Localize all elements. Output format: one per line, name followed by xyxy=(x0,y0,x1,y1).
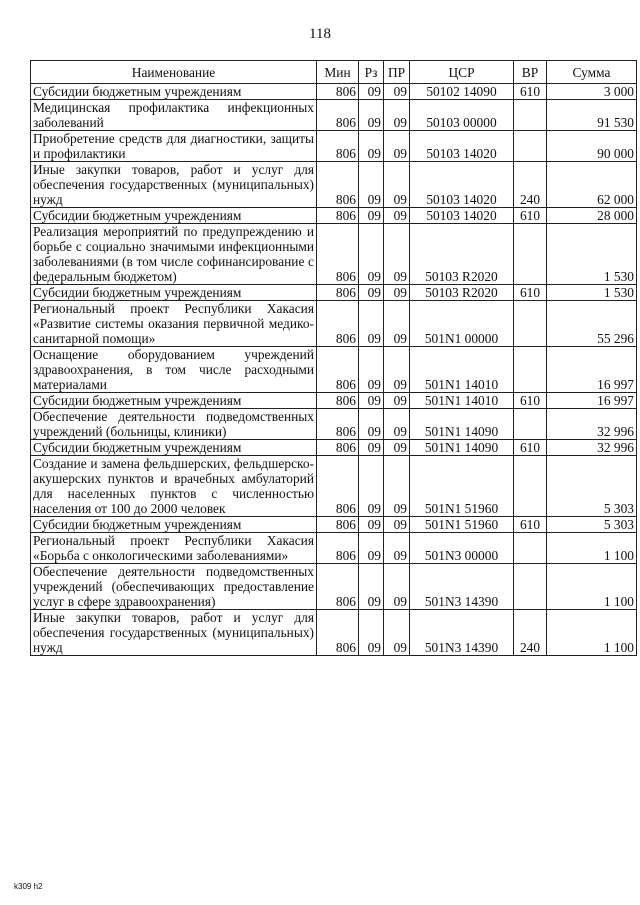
budget-table xyxy=(30,60,637,656)
cell-csr: 50103 R2020 xyxy=(410,285,514,301)
cell-min: 806 xyxy=(317,162,359,208)
cell-sum: 1 100 xyxy=(547,533,637,564)
cell-name: Оснащение оборудованием учреждений здравоохранения, в том числе расходными материалами xyxy=(31,347,317,393)
cell-vr xyxy=(514,224,547,285)
cell-pr: 09 xyxy=(384,84,410,100)
cell-vr: 240 xyxy=(514,610,547,656)
cell-name: Медицинская профилактика инфекционных заболеваний xyxy=(31,100,317,131)
cell-sum: 5 303 xyxy=(547,517,637,533)
cell-pr: 09 xyxy=(384,517,410,533)
cell-pr: 09 xyxy=(384,131,410,162)
cell-name: Субсидии бюджетным учреждениям xyxy=(31,440,317,456)
cell-csr: 50102 14090 xyxy=(410,84,514,100)
cell-pr: 09 xyxy=(384,285,410,301)
cell-rz: 09 xyxy=(359,162,384,208)
column-header-rz: Рз xyxy=(359,61,384,84)
cell-min: 806 xyxy=(317,564,359,610)
cell-min: 806 xyxy=(317,456,359,517)
cell-rz: 09 xyxy=(359,409,384,440)
table-row xyxy=(31,517,637,533)
column-header-vr: ВР xyxy=(514,61,547,84)
cell-csr: 50103 14020 xyxy=(410,208,514,224)
cell-min: 806 xyxy=(317,517,359,533)
cell-csr: 50103 14020 xyxy=(410,131,514,162)
cell-sum: 1 530 xyxy=(547,285,637,301)
table-row xyxy=(31,224,637,285)
table-row xyxy=(31,301,637,347)
cell-vr xyxy=(514,456,547,517)
table-row xyxy=(31,131,637,162)
cell-name: Региональный проект Республики Хакасия «Развитие системы оказания первичной медико-санитарной помощи» xyxy=(31,301,317,347)
cell-sum: 16 997 xyxy=(547,347,637,393)
cell-vr: 240 xyxy=(514,162,547,208)
cell-csr: 501N3 14390 xyxy=(410,610,514,656)
cell-rz: 09 xyxy=(359,517,384,533)
cell-csr: 501N1 14010 xyxy=(410,347,514,393)
cell-vr: 610 xyxy=(514,208,547,224)
cell-vr xyxy=(514,100,547,131)
cell-vr xyxy=(514,564,547,610)
cell-sum: 3 000 xyxy=(547,84,637,100)
cell-name: Создание и замена фельдшерских, фельдшерско-акушерских пунктов и врачебных амбулаторий для населенных пунктов с численностью населения от 100 до 2000 человек xyxy=(31,456,317,517)
cell-pr: 09 xyxy=(384,409,410,440)
table-row xyxy=(31,564,637,610)
cell-min: 806 xyxy=(317,84,359,100)
cell-name: Реализация мероприятий по предупреждению и борьбе с социально значимыми инфекционными заболеваниями (в том числе софинансирование с федеральным бюджетом) xyxy=(31,224,317,285)
cell-rz: 09 xyxy=(359,610,384,656)
cell-sum: 1 100 xyxy=(547,610,637,656)
cell-name: Субсидии бюджетным учреждениям xyxy=(31,208,317,224)
cell-name: Иные закупки товаров, работ и услуг для обеспечения государственных (муниципальных) нужд xyxy=(31,162,317,208)
cell-rz: 09 xyxy=(359,533,384,564)
cell-csr: 501N1 14090 xyxy=(410,440,514,456)
cell-pr: 09 xyxy=(384,347,410,393)
cell-min: 806 xyxy=(317,208,359,224)
table-body xyxy=(31,84,637,656)
cell-sum: 62 000 xyxy=(547,162,637,208)
cell-vr: 610 xyxy=(514,393,547,409)
cell-pr: 09 xyxy=(384,224,410,285)
cell-rz: 09 xyxy=(359,347,384,393)
footer-code: k309 h2 xyxy=(14,882,43,891)
cell-csr: 50103 00000 xyxy=(410,100,514,131)
table-row xyxy=(31,162,637,208)
cell-vr xyxy=(514,131,547,162)
cell-csr: 501N1 14090 xyxy=(410,409,514,440)
cell-rz: 09 xyxy=(359,301,384,347)
cell-csr: 501N3 14390 xyxy=(410,564,514,610)
table-row xyxy=(31,533,637,564)
cell-csr: 501N1 51960 xyxy=(410,517,514,533)
cell-min: 806 xyxy=(317,285,359,301)
cell-rz: 09 xyxy=(359,456,384,517)
cell-name: Иные закупки товаров, работ и услуг для обеспечения государственных (муниципальных) нужд xyxy=(31,610,317,656)
cell-min: 806 xyxy=(317,224,359,285)
cell-rz: 09 xyxy=(359,440,384,456)
cell-name: Обеспечение деятельности подведомственных учреждений (обеспечивающих предоставление услуг в сфере здравоохранения) xyxy=(31,564,317,610)
cell-vr xyxy=(514,409,547,440)
cell-min: 806 xyxy=(317,100,359,131)
cell-vr xyxy=(514,301,547,347)
cell-csr: 501N1 51960 xyxy=(410,456,514,517)
cell-sum: 16 997 xyxy=(547,393,637,409)
cell-vr: 610 xyxy=(514,517,547,533)
cell-pr: 09 xyxy=(384,610,410,656)
cell-sum: 28 000 xyxy=(547,208,637,224)
cell-name: Приобретение средств для диагностики, защиты и профилактики xyxy=(31,131,317,162)
cell-min: 806 xyxy=(317,409,359,440)
cell-sum: 1 100 xyxy=(547,564,637,610)
cell-name: Субсидии бюджетным учреждениям xyxy=(31,393,317,409)
cell-min: 806 xyxy=(317,440,359,456)
table-row xyxy=(31,285,637,301)
table-row xyxy=(31,610,637,656)
table-row xyxy=(31,84,637,100)
page-number: 118 xyxy=(309,26,331,42)
cell-csr: 501N1 14010 xyxy=(410,393,514,409)
cell-sum: 32 996 xyxy=(547,440,637,456)
cell-name: Региональный проект Республики Хакасия «Борьба с онкологическими заболеваниями» xyxy=(31,533,317,564)
cell-pr: 09 xyxy=(384,100,410,131)
cell-name: Субсидии бюджетным учреждениям xyxy=(31,517,317,533)
cell-rz: 09 xyxy=(359,131,384,162)
cell-min: 806 xyxy=(317,301,359,347)
cell-sum: 55 296 xyxy=(547,301,637,347)
table-header-row xyxy=(31,61,637,84)
cell-rz: 09 xyxy=(359,393,384,409)
table-row xyxy=(31,208,637,224)
column-header-name: Наименование xyxy=(31,61,317,84)
table-row xyxy=(31,409,637,440)
cell-rz: 09 xyxy=(359,208,384,224)
cell-min: 806 xyxy=(317,533,359,564)
cell-sum: 1 530 xyxy=(547,224,637,285)
table-row xyxy=(31,393,637,409)
cell-min: 806 xyxy=(317,131,359,162)
cell-sum: 32 996 xyxy=(547,409,637,440)
table-row xyxy=(31,440,637,456)
cell-vr: 610 xyxy=(514,440,547,456)
column-header-csr: ЦСР xyxy=(410,61,514,84)
cell-pr: 09 xyxy=(384,301,410,347)
cell-pr: 09 xyxy=(384,533,410,564)
table-row xyxy=(31,456,637,517)
cell-pr: 09 xyxy=(384,564,410,610)
table-row xyxy=(31,347,637,393)
cell-min: 806 xyxy=(317,393,359,409)
cell-csr: 501N1 00000 xyxy=(410,301,514,347)
cell-pr: 09 xyxy=(384,208,410,224)
cell-rz: 09 xyxy=(359,100,384,131)
cell-sum: 90 000 xyxy=(547,131,637,162)
cell-rz: 09 xyxy=(359,224,384,285)
cell-min: 806 xyxy=(317,610,359,656)
cell-vr: 610 xyxy=(514,285,547,301)
cell-min: 806 xyxy=(317,347,359,393)
cell-pr: 09 xyxy=(384,393,410,409)
cell-csr: 50103 R2020 xyxy=(410,224,514,285)
cell-rz: 09 xyxy=(359,84,384,100)
cell-name: Обеспечение деятельности подведомственных учреждений (больницы, клиники) xyxy=(31,409,317,440)
cell-pr: 09 xyxy=(384,456,410,517)
cell-name: Субсидии бюджетным учреждениям xyxy=(31,84,317,100)
cell-csr: 501N3 00000 xyxy=(410,533,514,564)
column-header-sum: Сумма xyxy=(547,61,637,84)
cell-pr: 09 xyxy=(384,162,410,208)
cell-sum: 91 530 xyxy=(547,100,637,131)
cell-sum: 5 303 xyxy=(547,456,637,517)
cell-rz: 09 xyxy=(359,285,384,301)
cell-vr xyxy=(514,533,547,564)
column-header-pr: ПР xyxy=(384,61,410,84)
cell-rz: 09 xyxy=(359,564,384,610)
cell-csr: 50103 14020 xyxy=(410,162,514,208)
table-row xyxy=(31,100,637,131)
cell-vr xyxy=(514,347,547,393)
cell-pr: 09 xyxy=(384,440,410,456)
cell-vr: 610 xyxy=(514,84,547,100)
column-header-min: Мин xyxy=(317,61,359,84)
cell-name: Субсидии бюджетным учреждениям xyxy=(31,285,317,301)
